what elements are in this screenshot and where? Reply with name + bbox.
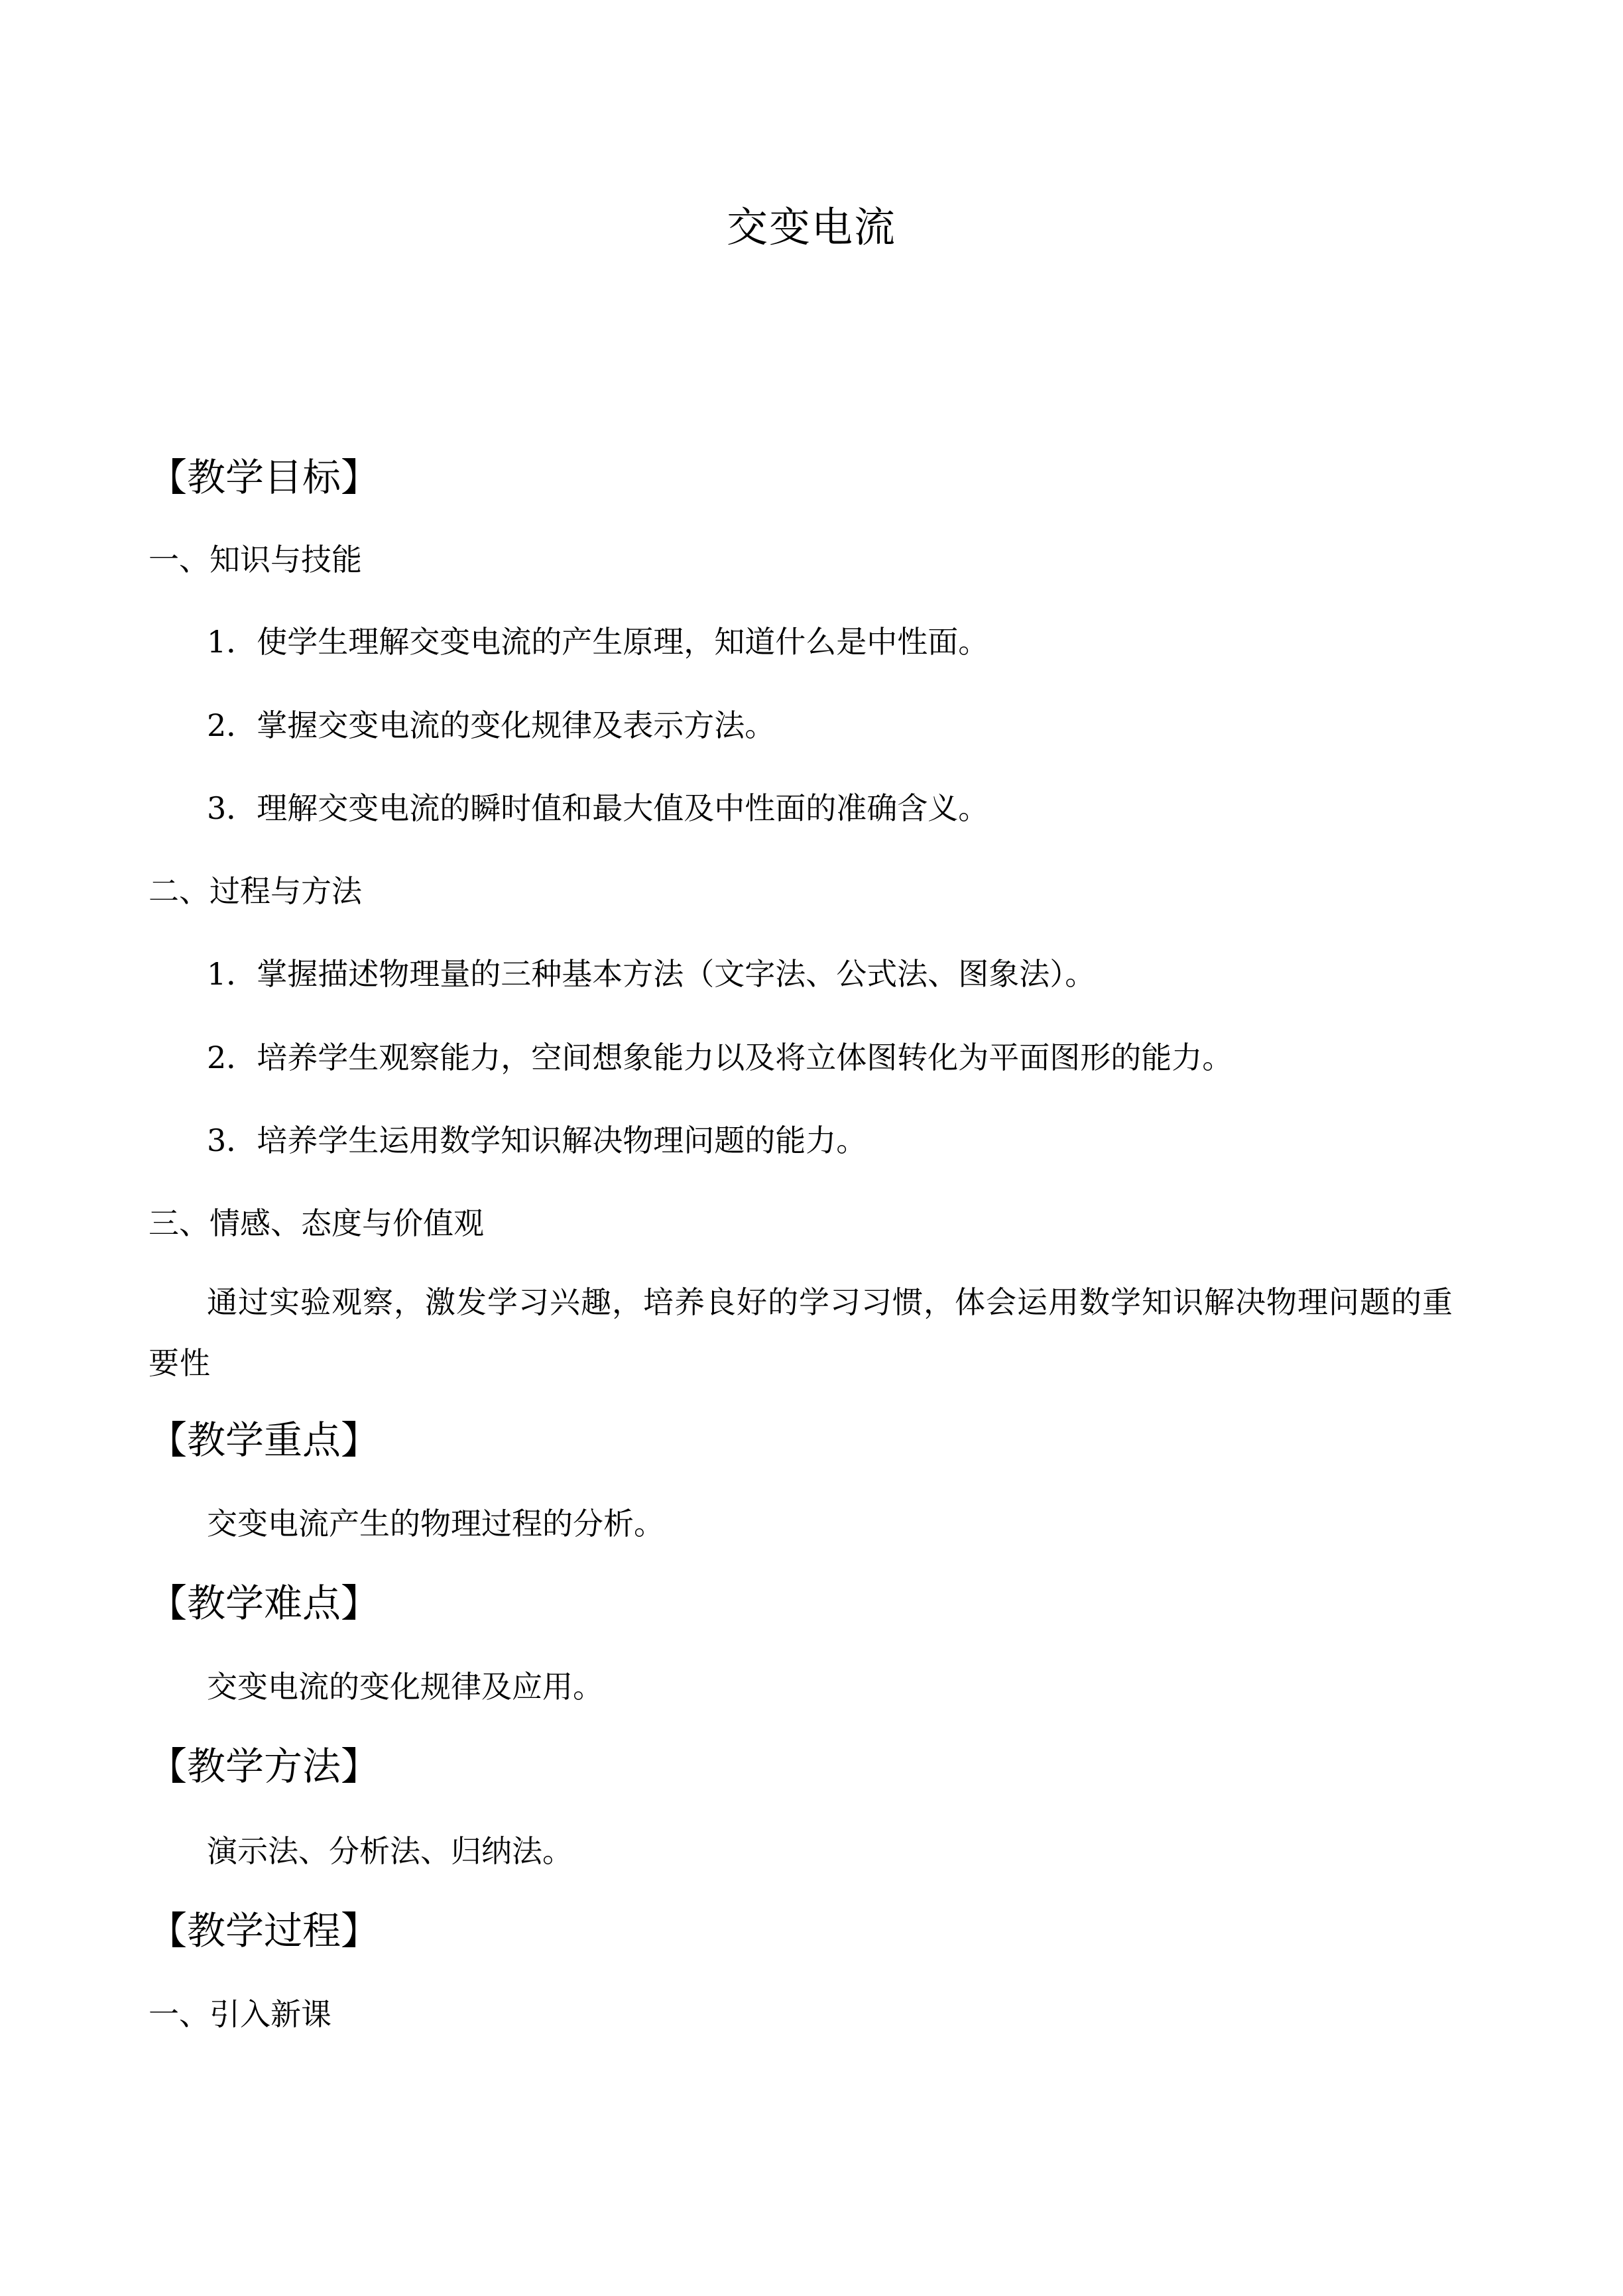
process-item-3: 3．培养学生运用数学知识解决物理问题的能力。 xyxy=(207,1122,867,1158)
procedure-step-1: 一、引入新课 xyxy=(149,1996,331,2032)
heading-procedure: 【教学过程】 xyxy=(149,1908,380,1953)
values-paragraph: 通过实验观察，激发学习兴趣，培养良好的学习习惯，体会运用数学知识解决物理问题的重要性 xyxy=(149,1284,1453,1381)
process-item-1: 1．掌握描述物理量的三种基本方法（文字法、公式法、图象法）。 xyxy=(207,956,1096,992)
process-item-2: 2．培养学生观察能力，空间想象能力以及将立体图转化为平面图形的能力。 xyxy=(207,1040,1233,1075)
difficulties-text: 交变电流的变化规律及应用。 xyxy=(207,1669,603,1705)
document-title: 交变电流 xyxy=(726,203,896,251)
key-points-text: 交变电流产生的物理过程的分析。 xyxy=(207,1506,664,1541)
heading-difficulties: 【教学难点】 xyxy=(149,1581,380,1626)
methods-text: 演示法、分析法、归纳法。 xyxy=(207,1833,573,1869)
knowledge-item-3: 3．理解交变电流的瞬时值和最大值及中性面的准确含义。 xyxy=(207,790,989,826)
knowledge-item-1: 1．使学生理解交变电流的产生原理，知道什么是中性面。 xyxy=(207,624,989,660)
subheading-knowledge: 一、知识与技能 xyxy=(149,542,362,577)
knowledge-item-2: 2．掌握交变电流的变化规律及表示方法。 xyxy=(207,707,776,743)
heading-methods: 【教学方法】 xyxy=(149,1744,380,1789)
heading-objectives: 【教学目标】 xyxy=(149,455,380,500)
subheading-values: 三、情感、态度与价值观 xyxy=(149,1205,484,1241)
heading-key-points: 【教学重点】 xyxy=(149,1418,380,1463)
subheading-process: 二、过程与方法 xyxy=(149,873,362,909)
